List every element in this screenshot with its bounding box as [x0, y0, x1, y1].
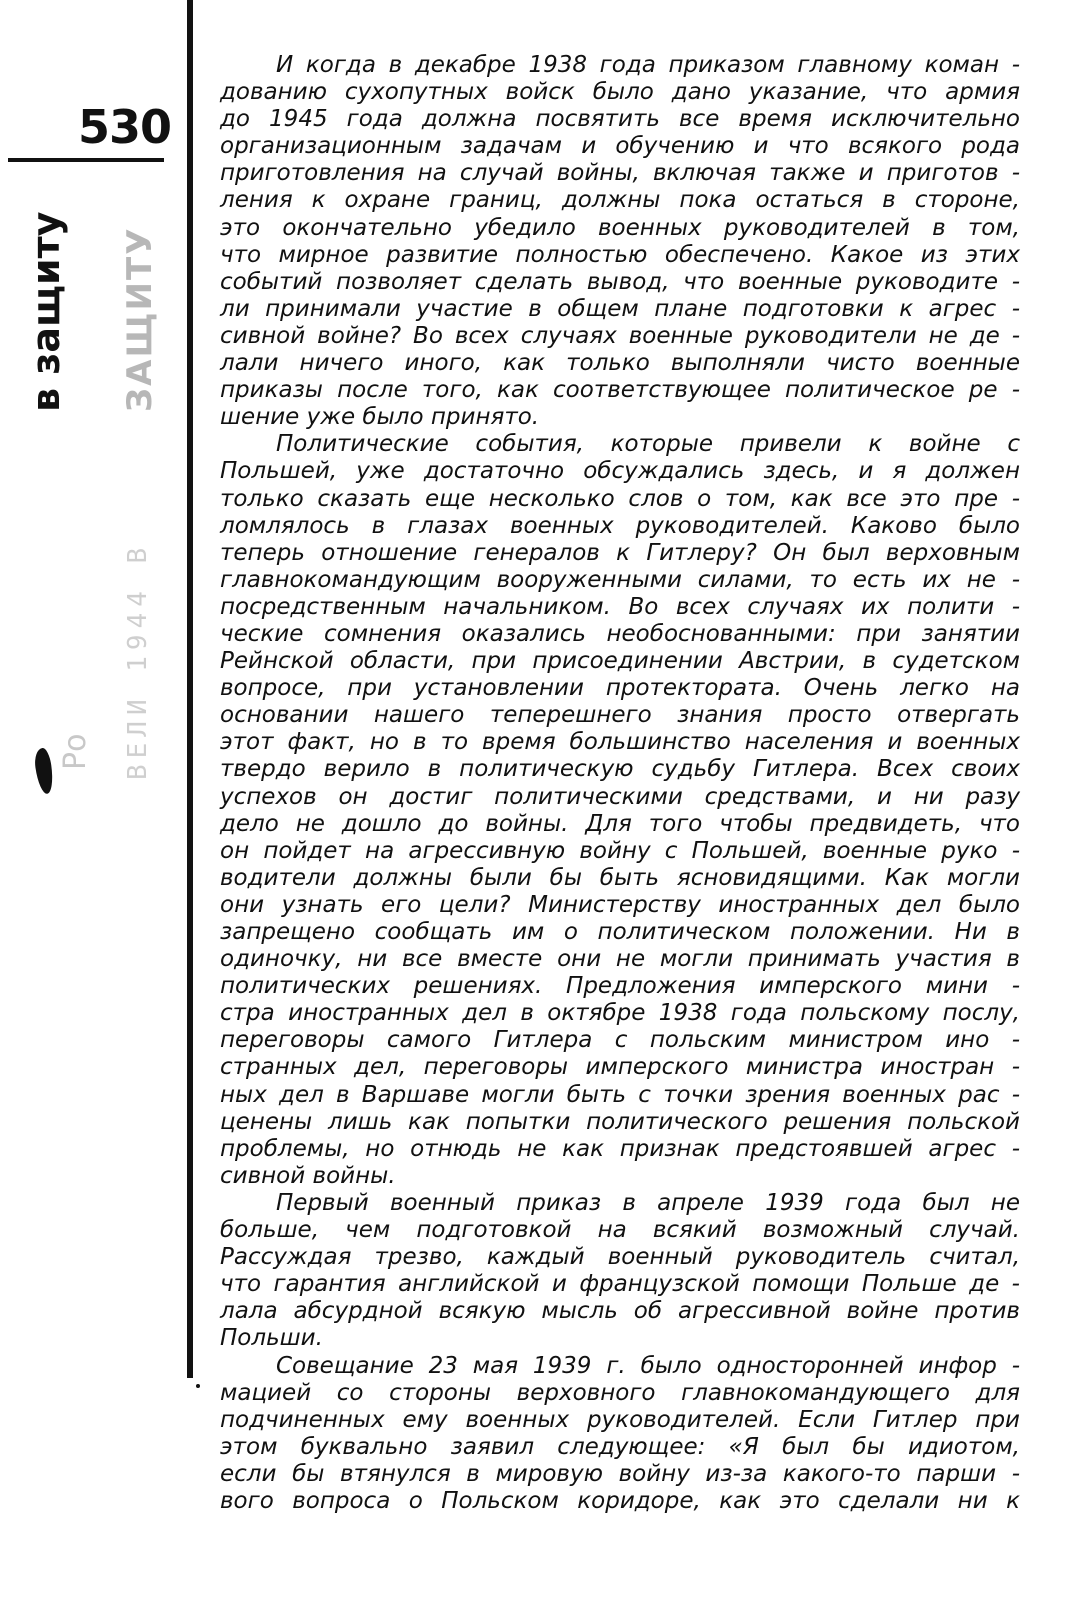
text-line: Польши.	[220, 1325, 323, 1352]
ink-dot	[196, 1384, 200, 1388]
body-text	[220, 52, 1020, 1515]
text-line: политических решениях. Предложения имперского мини -	[220, 973, 1020, 1000]
text-line: вопросе, при установлении протектората. Очень легко на	[220, 675, 1020, 702]
text-line: ных дел в Варшаве могли быть с точки зрения военных рас -	[220, 1081, 1020, 1108]
text-line: мацией со стороны верховного главнокомандующего для	[220, 1379, 1020, 1406]
text-line: приказы после того, как соответствующее политическое ре -	[220, 377, 1020, 404]
bleed-through-title: ЗАЩИТУ	[120, 226, 160, 412]
text-line: больше, чем подготовкой на всякий возможный случай.	[220, 1217, 1020, 1244]
text-line: лала абсурдной всякую мысль об агрессивной войне против	[220, 1298, 1020, 1325]
bleed-through-fragment: Ро	[58, 733, 93, 770]
text-line: твердо верило в политическую судьбу Гитлера. Всех своих	[220, 756, 1020, 783]
text-line: Первый военный приказ в апреле 1939 года был не	[276, 1189, 1020, 1216]
text-line: ломлялось в глазах военных руководителей. Каково было	[220, 512, 1020, 539]
text-line: дело не дошло до войны. Для того чтобы предвидеть, что	[220, 810, 1020, 837]
text-line: только сказать еще несколько слов о том, как все это пре -	[220, 485, 1020, 512]
text-line: странных дел, переговоры имперского министра иностран -	[220, 1054, 1020, 1081]
text-line: переговоры самого Гитлера с польским министром ино -	[220, 1027, 1020, 1054]
text-line: дованию сухопутных войск было дано указание, что армия	[220, 79, 1020, 106]
text-line: стра иностранных дел в октябре 1938 года польскому послу,	[220, 1000, 1020, 1027]
text-line: основании нашего теперешнего знания просто отвергать	[220, 702, 1020, 729]
text-line: лали ничего иного, как только выполняли чисто военные	[220, 350, 1020, 377]
text-line: успехов он достиг политическими средствами, и ни разу	[220, 783, 1020, 810]
running-title: в защиту	[24, 211, 68, 412]
page-number-underline	[8, 158, 164, 162]
text-line: проблемы, но отнюдь не как признак предстоявшей агрес -	[220, 1135, 1020, 1162]
page-number: 530	[78, 100, 172, 154]
text-line: приготовления на случай войны, включая также и приготов -	[220, 160, 1020, 187]
text-line: если бы втянулся в мировую войну из-за какого-то парши -	[220, 1460, 1020, 1487]
text-line: что мирное развитие полностью обеспечено. Какое из этих	[220, 241, 1020, 268]
text-line: этом буквально заявил следующее: «Я был бы идиотом,	[220, 1433, 1020, 1460]
text-line: организационным задачам и обучению и что всякого рода	[220, 133, 1020, 160]
ink-blot	[33, 747, 55, 795]
text-line: вого вопроса о Польском коридоре, как это сделали ни к	[220, 1487, 1020, 1514]
text-line: водители должны были бы быть ясновидящими. Как могли	[220, 864, 1020, 891]
text-line: до 1945 года должна посвятить все время исключительно	[220, 106, 1020, 133]
text-line: Рейнской области, при присоединении Австрии, в судетском	[220, 648, 1020, 675]
text-line: главнокомандующим вооруженными силами, то есть их не -	[220, 566, 1020, 593]
text-line: это окончательно убедило военных руководителей в том,	[220, 214, 1020, 241]
text-line: сивной войны.	[220, 1162, 396, 1189]
text-line: посредственным начальником. Во всех случаях их полити -	[220, 593, 1020, 620]
text-line: Политические события, которые привели к войне с	[276, 431, 1020, 458]
text-line: ли принимали участие в общем плане подготовки к агрес -	[220, 295, 1020, 322]
text-line: Совещание 23 мая 1939 г. было односторонней инфор -	[276, 1352, 1020, 1379]
text-line: Рассуждая трезво, каждый военный руководитель считал,	[220, 1244, 1020, 1271]
text-line: одиночку, ни все вместе они не могли принимать участия в	[220, 946, 1020, 973]
text-line: шение уже было принято.	[220, 404, 540, 431]
text-line: подчиненных ему военных руководителей. Если Гитлер при	[220, 1406, 1020, 1433]
margin-vertical-rule	[187, 0, 193, 1378]
text-line: запрещено сообщать им о политическом положении. Ни в	[220, 919, 1020, 945]
text-line: этот факт, но в то время большинство населения и военных	[220, 729, 1020, 756]
text-line: ления к охране границ, должны пока остаться в стороне,	[220, 187, 1020, 214]
text-line: Польшей, уже достаточно обсуждались здесь, и я должен	[220, 458, 1020, 485]
text-line: сивной войне? Во всех случаях военные руководители не де -	[220, 322, 1020, 349]
text-line: ценены лишь как попытки политического решения польской	[220, 1108, 1020, 1135]
text-line: он пойдет на агрессивную войну с Польшей, военные руко -	[220, 837, 1020, 864]
text-line: И когда в декабре 1938 года приказом главному коман -	[276, 52, 1020, 78]
text-line: событий позволяет сделать вывод, что военные руководите -	[220, 268, 1020, 295]
text-line: ческие сомнения оказались необоснованными: при занятии	[220, 620, 1020, 647]
bleed-through-text: ВЕЛИ 1944 В	[123, 541, 153, 780]
text-line: что гарантия английской и французской помощи Польше де -	[220, 1271, 1020, 1298]
text-line: они узнать его цели? Министерству иностранных дел было	[220, 891, 1020, 918]
text-line: теперь отношение генералов к Гитлеру? Он был верховным	[220, 539, 1020, 566]
